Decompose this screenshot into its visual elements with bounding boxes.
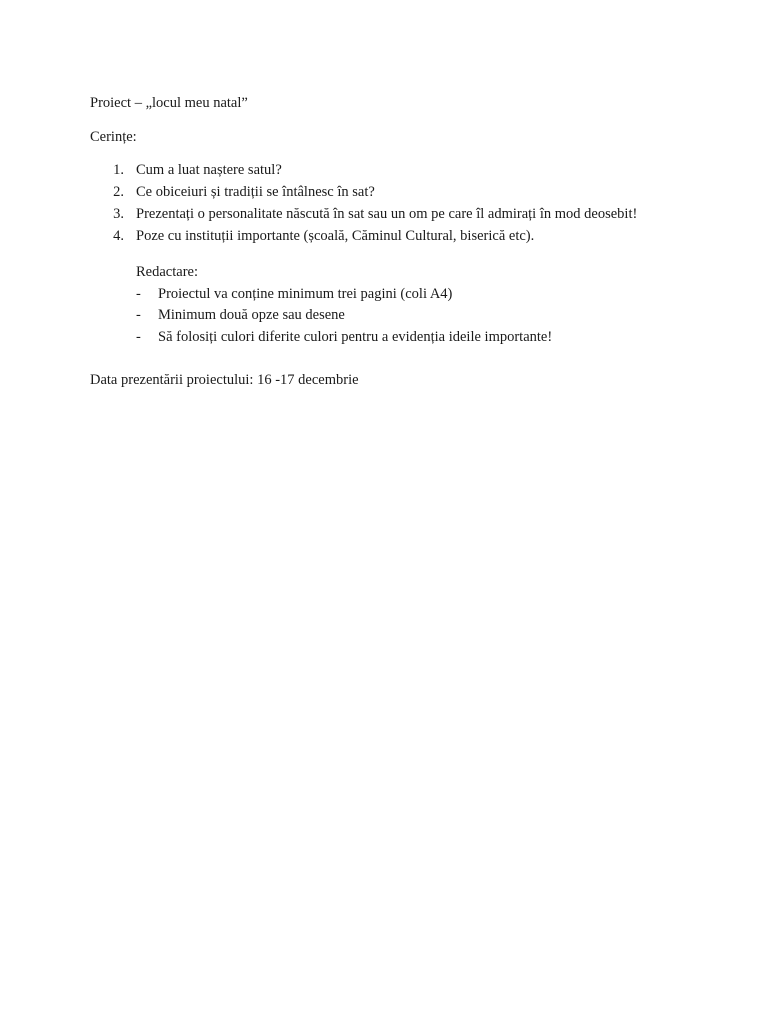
list-item-number: 4. [113, 228, 124, 244]
requirements-heading: Cerințe: [90, 129, 137, 145]
list-item-number: 1. [113, 162, 124, 178]
list-item-text: Minimum două opze sau desene [158, 307, 345, 323]
presentation-date: Data prezentării proiectului: 16 -17 decembrie [90, 372, 359, 388]
list-item-number: 2. [113, 184, 124, 200]
bullet-dash: - [136, 307, 141, 323]
list-item-text: Să folosiți culori diferite culori pentru a evidenția ideile importante! [158, 329, 553, 345]
editing-heading: Redactare: [136, 264, 198, 280]
list-item-text: Cum a luat naștere satul? [136, 162, 282, 178]
bullet-dash: - [136, 286, 141, 302]
list-item-text: Proiectul va conține minimum trei pagini (coli A4) [158, 286, 453, 302]
document-title: Proiect – „locul meu natal” [90, 95, 248, 111]
list-item-text: Ce obiceiuri și tradiții se întâlnesc în sat? [136, 184, 375, 200]
list-item-text: Prezentați o personalitate născută în sat sau un om pe care îl admirați în mod deosebit! [136, 206, 638, 222]
list-item-number: 3. [113, 206, 124, 222]
list-item-text: Poze cu instituții importante (școală, Căminul Cultural, biserică etc). [136, 228, 535, 244]
bullet-dash: - [136, 329, 141, 345]
